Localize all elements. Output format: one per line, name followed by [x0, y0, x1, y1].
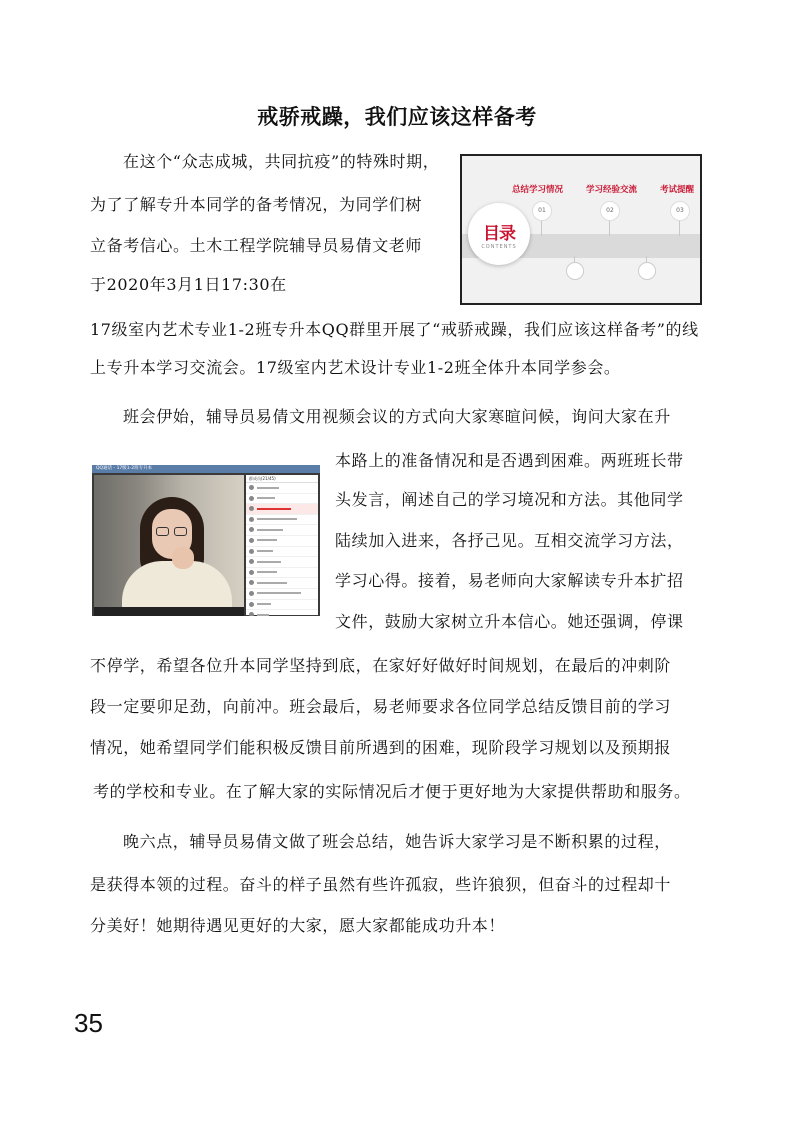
text-line: 在这个“众志成城，共同抗疫”的特殊时期，	[123, 152, 440, 171]
text-line: 立备考信心。土木工程学院辅导员易倩文老师	[90, 236, 423, 255]
video-call-screenshot	[92, 465, 320, 616]
text-line: 文件，鼓励大家树立升本信心。她还强调，停课	[335, 612, 684, 631]
text-line: 分美好！她期待遇见更好的大家，愿大家都能成功升本！	[90, 916, 506, 935]
toc-number-1: 01	[532, 201, 552, 221]
contents-badge: 目录 CONTENTS	[468, 203, 530, 265]
toc-label-2: 学习经验交流	[586, 185, 638, 195]
article-title: 戒骄戒躁，我们应该这样备考	[257, 104, 537, 129]
timeline-node	[566, 262, 584, 280]
toc-label-3: 考试提醒	[660, 185, 695, 195]
video-feed	[94, 475, 244, 607]
text-line: 头发言，阐述自己的学习境况和方法。其他同学	[335, 490, 684, 509]
text-line: 情况，她希望同学们能积极反馈目前所遇到的困难，现阶段学习规划以及预期报	[90, 738, 672, 757]
text-line: 为了了解专升本同学的备考情况，为同学们树	[90, 195, 423, 214]
text-line: 本路上的准备情况和是否遇到困难。两班班长带	[335, 451, 684, 470]
text-line: 不停学，希望各位升本同学坚持到底，在家好好做好时间规划，在最后的冲刺阶	[90, 656, 672, 675]
contents-figure	[460, 154, 702, 305]
text-line: 上专升本学习交流会。17级室内艺术设计专业1-2班全体升本同学参会。	[90, 358, 621, 377]
toc-number-2: 02	[600, 201, 620, 221]
page-number: 35	[74, 1008, 103, 1038]
toc-label-1: 总结学习情况	[512, 185, 564, 195]
text-line: 于2020年3月1日17:30在	[90, 275, 287, 294]
member-list	[246, 475, 318, 615]
call-controls	[94, 607, 244, 616]
member-list-header: 群成员(21/45)	[246, 475, 318, 483]
text-line: 段一定要卯足劲，向前冲。班会最后，易老师要求各位同学总结反馈目前的学习	[90, 697, 672, 716]
timeline-node	[638, 262, 656, 280]
toc-number-3: 03	[670, 201, 690, 221]
text-line: 陆续加入进来，各抒己见。互相交流学习方法，	[335, 531, 684, 550]
text-line: 学习心得。接着，易老师向大家解读专升本扩招	[335, 571, 684, 590]
text-line: 考的学校和专业。在了解大家的实际情况后才便于更好地为大家提供帮助和服务。	[93, 782, 691, 801]
text-line: 晚六点，辅导员易倩文做了班会总结，她告诉大家学习是不断积累的过程，	[123, 832, 671, 851]
text-line: 17级室内艺术专业1-2班专升本QQ群里开展了“戒骄戒躁，我们应该这样备考”的线	[90, 320, 699, 339]
text-line: 班会伊始，辅导员易倩文用视频会议的方式向大家寒暄问候，询问大家在升	[123, 407, 671, 426]
window-title: QQ通话 - 17级1-2班专升本	[92, 465, 320, 473]
text-line: 是获得本领的过程。奋斗的样子虽然有些许孤寂，些许狼狈，但奋斗的过程却十	[90, 875, 672, 894]
